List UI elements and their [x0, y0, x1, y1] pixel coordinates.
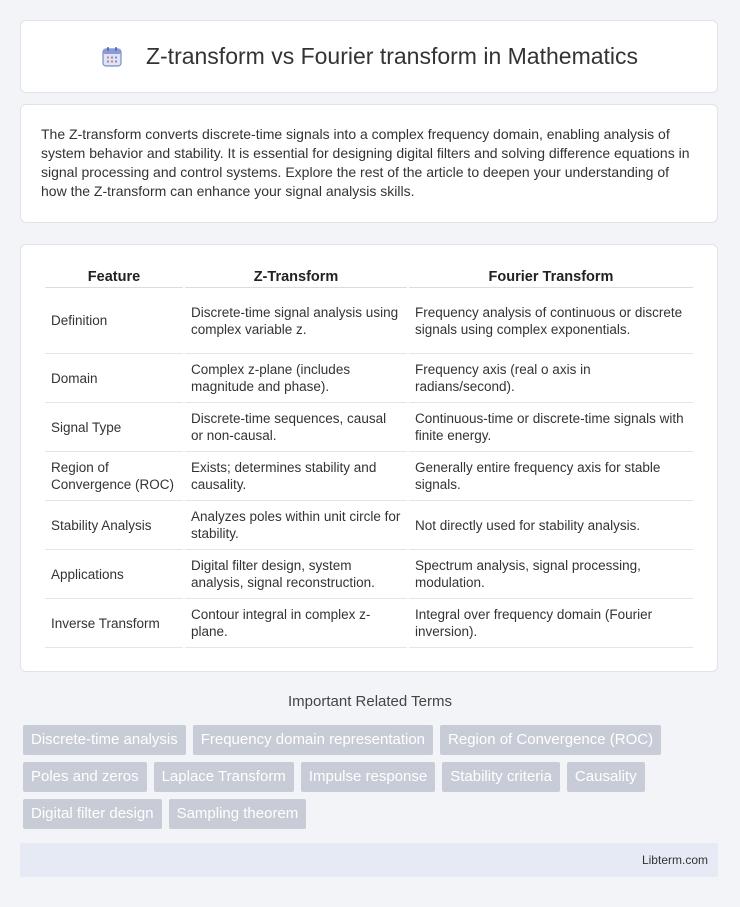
related-term-tag[interactable]: Impulse response: [301, 762, 435, 792]
related-term-tag[interactable]: Discrete-time analysis: [23, 725, 186, 755]
table-cell: Complex z-plane (includes magnitude and phase).: [185, 354, 407, 403]
header-z-transform: Z-Transform: [185, 265, 407, 288]
table-header-row: [45, 265, 693, 288]
table-cell: Frequency analysis of continuous or discrete signals using complex exponentials.: [409, 288, 693, 354]
table-cell: Not directly used for stability analysis.: [409, 501, 693, 550]
related-term-tag[interactable]: Laplace Transform: [154, 762, 294, 792]
related-term-tag[interactable]: Causality: [567, 762, 645, 792]
table-cell: Discrete-time sequences, causal or non-causal.: [185, 403, 407, 452]
table-cell: Analyzes poles within unit circle for stability.: [185, 501, 407, 550]
table-row: [45, 599, 693, 648]
related-term-tag[interactable]: Frequency domain representation: [193, 725, 433, 755]
table-cell: Exists; determines stability and causality.: [185, 452, 407, 501]
table-cell: Frequency axis (real ο axis in radians/second).: [409, 354, 693, 403]
intro-card: [20, 104, 718, 223]
table-cell: Stability Analysis: [45, 501, 183, 550]
related-term-tag[interactable]: Region of Convergence (ROC): [440, 725, 661, 755]
comparison-table: [43, 265, 695, 648]
table-row: [45, 403, 693, 452]
table-cell: Applications: [45, 550, 183, 599]
related-term-tag[interactable]: Poles and zeros: [23, 762, 147, 792]
footer-site-link[interactable]: Libterm.com: [641, 853, 708, 867]
table-cell: Signal Type: [45, 403, 183, 452]
title-card: [20, 20, 718, 93]
table-cell: Inverse Transform: [45, 599, 183, 648]
table-row: [45, 550, 693, 599]
table-cell: Contour integral in complex z-plane.: [185, 599, 407, 648]
intro-paragraph: The Z-transform converts discrete-time signals into a complex frequency domain, enabling analysis of system behavior and stability. It is essential for designing digital filters and solving difference equations in signal processing and control systems. Explore the rest of the article to deepen your understanding of how the Z-transform can enhance your signal analysis skills.: [41, 126, 690, 199]
header-fourier-transform: Fourier Transform: [409, 265, 693, 288]
table-cell: Digital filter design, system analysis, signal reconstruction.: [185, 550, 407, 599]
header-feature: Feature: [45, 265, 183, 288]
table-cell: Integral over frequency domain (Fourier inversion).: [409, 599, 693, 648]
table-cell: Generally entire frequency axis for stable signals.: [409, 452, 693, 501]
related-term-tag[interactable]: Stability criteria: [442, 762, 560, 792]
table-cell: Spectrum analysis, signal processing, modulation.: [409, 550, 693, 599]
related-term-tag[interactable]: Sampling theorem: [169, 799, 307, 829]
table-row: [45, 501, 693, 550]
page-title-text: Z-transform vs Fourier transform in Mathematics: [145, 43, 639, 69]
table-row: [45, 452, 693, 501]
table-row: [45, 288, 693, 354]
table-cell: Continuous-time or discrete-time signals with finite energy.: [409, 403, 693, 452]
table-cell: Region of Convergence (ROC): [45, 452, 183, 501]
page-title: [100, 43, 638, 70]
related-term-tag[interactable]: Digital filter design: [23, 799, 162, 829]
related-terms-heading: Important Related Terms: [288, 693, 452, 710]
table-cell: Definition: [45, 288, 183, 354]
table-row: [45, 354, 693, 403]
calendar-icon: [100, 45, 124, 69]
table-cell: Discrete-time signal analysis using complex variable z.: [185, 288, 407, 354]
table-cell: Domain: [45, 354, 183, 403]
related-terms-list: [23, 725, 723, 829]
footer: [20, 843, 718, 877]
comparison-card: [20, 244, 718, 672]
